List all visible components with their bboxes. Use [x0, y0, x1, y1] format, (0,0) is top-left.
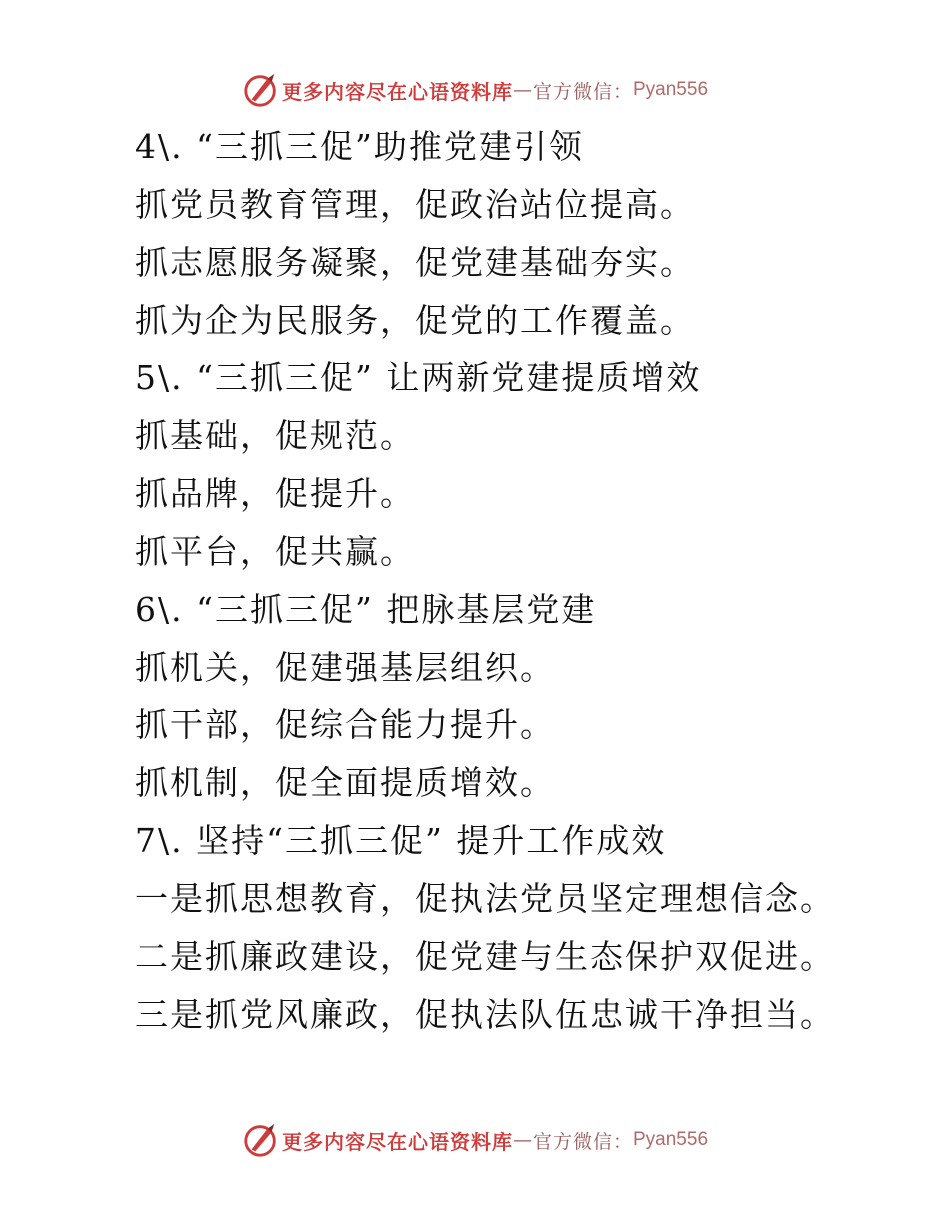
banner-dash: — [512, 1129, 533, 1151]
text-line: 抓为企为民服务，促党的工作覆盖。 [135, 300, 695, 340]
text-line: 抓品牌，促提升。 [135, 474, 415, 514]
text-line: 抓平台，促共赢。 [135, 531, 415, 571]
header-banner [0, 70, 950, 110]
section-heading-6: 6\. “三抓三促” 把脉基层党建 [135, 589, 597, 629]
banner-wechat-id: Pyan556 [633, 79, 709, 100]
document-body [135, 118, 925, 1044]
text-line: 三是抓党风廉政，促执法队伍忠诚干净担当。 [135, 994, 835, 1034]
section-heading-5: 5\. “三抓三促” 让两新党建提质增效 [135, 358, 702, 398]
section-heading-4: 4\. “三抓三促”助推党建引领 [135, 127, 584, 166]
text-line: 抓干部，促综合能力提升。 [135, 705, 555, 745]
pen-feather-logo-icon [242, 71, 280, 109]
banner-wechat-id: Pyan556 [633, 1129, 709, 1150]
pen-feather-logo-icon [242, 1121, 280, 1159]
text-line: 抓机关，促建强基层组织。 [135, 647, 555, 687]
section-heading-7: 7\. 坚持“三抓三促” 提升工作成效 [135, 821, 667, 861]
banner-main-text: 更多内容尽在心语资料库 [281, 79, 513, 104]
text-line: 抓志愿服务凝聚，促党建基础夯实。 [135, 242, 695, 282]
footer-banner [0, 1120, 950, 1160]
text-line: 一是抓思想教育，促执法党员坚定理想信念。 [135, 878, 835, 918]
banner-dash: — [512, 79, 533, 101]
text-line: 二是抓廉政建设，促党建与生态保护双促进。 [135, 936, 835, 976]
text-line: 抓机制，促全面提质增效。 [135, 763, 555, 803]
banner-wechat-label: 官方微信： [532, 1130, 633, 1153]
text-line: 抓基础，促规范。 [135, 416, 415, 456]
banner-wechat-label: 官方微信： [532, 80, 633, 103]
text-line: 抓党员教育管理，促政治站位提高。 [135, 184, 695, 224]
banner-main-text: 更多内容尽在心语资料库 [281, 1129, 513, 1154]
